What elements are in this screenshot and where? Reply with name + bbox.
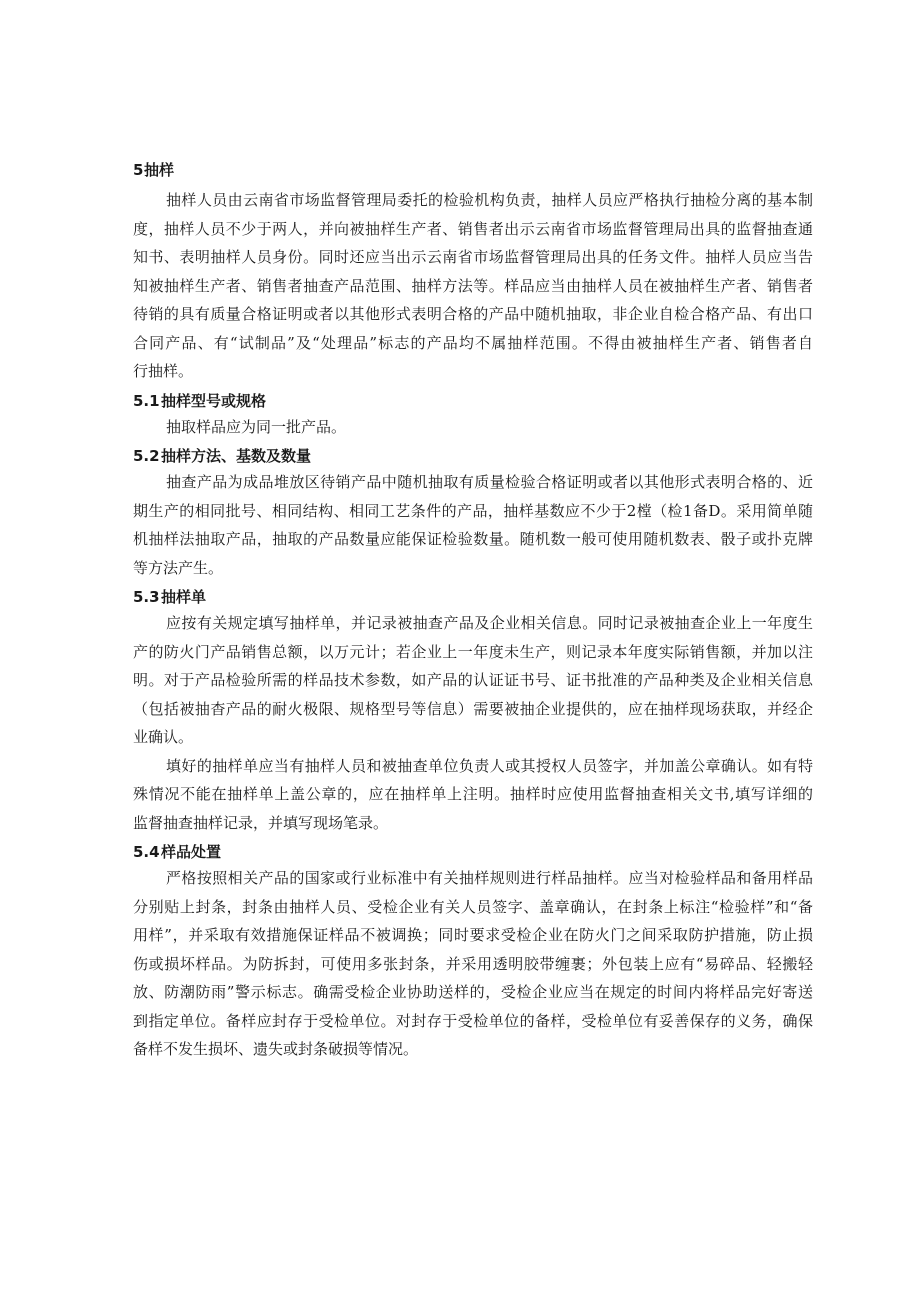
paragraph-line: 明。对于产品检验所需的样品技术参数，如产品的认证证书号、证书批准的产品种类及企业相关信息 [133,671,813,689]
paragraph-line: 应按有关规定填写抽样单，并记录被抽查产品及企业相关信息。同时记录被抽查企业上一年度生 [166,614,813,632]
paragraph-line: （包括被抽杳产品的耐火极限、规格型号等信息）需要被抽企业提供的，应在抽样现场获取，并经企 [133,699,813,718]
subsection-title: 抽样单 [161,588,207,606]
paragraph-line: 严格按照相关产品的国家或行业标准中有关抽样规则进行样品抽样。应当对检验样品和备用样品 [166,869,813,887]
section-number: 5 [133,161,144,179]
paragraph-line: 业确认。 [133,728,194,746]
paragraph-line: 抽样人员由云南省市场监督管理局委托的检验机构负责，抽样人员应严格执行抽检分离的基本制 [166,191,813,209]
subsection-title: 样品处置 [161,843,222,861]
paragraph-line: 放、防潮防雨”警示标志。确需受检企业协助送样的，受检企业应当在规定的时间内将样品完好寄送 [133,983,813,1001]
subsection-paragraph [133,468,813,582]
document-page [133,158,813,1064]
subsection-number: 5.3 [133,588,160,606]
section-heading [133,158,813,182]
subsection-heading [133,585,813,609]
subsection-paragraph [133,413,813,442]
subsection-title: 抽样方法、基数及数量 [161,447,312,465]
paragraph-line: 度，抽样人员不少于两人，并向被抽样生产者、销售者出示云南省市场监督管理局出具的监督抽查通 [133,219,813,238]
paragraph-line: 殊情况不能在抽样单上盖公章的，应在抽样单上注明。抽样时应使用监督抽查相关文书,填写详细的 [133,785,813,803]
subsection-number: 5.2 [133,447,160,465]
paragraph-line: 待销的具有质量合格证明或者以其他形式表明合格的产品中随机抽取，非企业自检合格产品、有出口 [133,305,813,323]
paragraph-line: 抽查产品为成品堆放区待销产品中随机抽取有质量检验合格证明或者以其他形式表明合格的、近 [166,473,813,491]
section-title: 抽样 [144,161,175,179]
subsection-heading [133,389,813,413]
paragraph-line: 监督抽查抽样记录，并填写现场笔录。 [133,813,389,832]
subsection-number: 5.4 [133,843,160,861]
paragraph-line: 分别贴上封条，封条由抽样人员、受检企业有关人员签字、盖章确认，在封条上标注“检验样”和“备 [133,897,813,916]
section-paragraph [133,186,813,386]
paragraph-line: 行抽样。 [133,362,194,380]
paragraph-line: 伤或损坏样品。为防拆封，可使用多张封条，并采用透明胶带缠裹；外包装上应有“易碎品、轻搬轻 [133,954,813,973]
subsection-paragraph [133,609,813,752]
paragraph-line: 知书、表明抽样人员身份。同时还应当出示云南省市场监督管理局出具的任务文件。抽样人员应当告 [133,248,813,266]
paragraph-line: 期生产的相同批号、相同结构、相同工艺条件的产品，抽样基数应不少于2樘（检1备D。采用简单随 [133,501,813,520]
paragraph-line: 知被抽样生产者、销售者抽查产品范围、抽样方法等。样品应当由抽样人员在被抽样生产者、销售者 [133,276,813,295]
subsection-paragraph [133,752,813,838]
paragraph-line: 到指定单位。备样应封存于受检单位。对封存于受检单位的备样，受检单位有妥善保存的义务，确保 [133,1011,813,1030]
paragraph-line: 合同产品、有“试制品”及“处理品”标志的产品均不属抽样范围。不得由被抽样生产者、销售者自 [133,333,813,352]
subsection-paragraph [133,864,813,1064]
subsection-heading [133,840,813,864]
paragraph-line: 备样不发生损坏、遗失或封条破损等情况。 [133,1040,419,1058]
paragraph-line: 等方法产生。 [133,558,224,577]
subsection-number: 5.1 [133,391,160,410]
subsection-heading [133,444,813,468]
paragraph-line: 产的防火门产品销售总额，以万元计；若企业上一年度未生产，则记录本年度实际销售额，并加以注 [133,642,813,661]
paragraph-line: 机抽样法抽取产品，抽取的产品数量应能保证检验数量。随机数一般可使用随机数表、骰子或扑克牌 [133,530,813,548]
paragraph-line: 填好的抽样单应当有抽样人员和被抽查单位负责人或其授权人员签字，并加盖公章确认。如有特 [166,756,813,775]
subsection-title: 抽样型号或规格 [161,391,267,410]
paragraph-line: 用样”，并采取有效措施保证样品不被调换；同时要求受检企业在防火门之间采取防护措施，防止损 [133,926,813,944]
paragraph-line: 抽取样品应为同一批产品。 [166,417,347,436]
